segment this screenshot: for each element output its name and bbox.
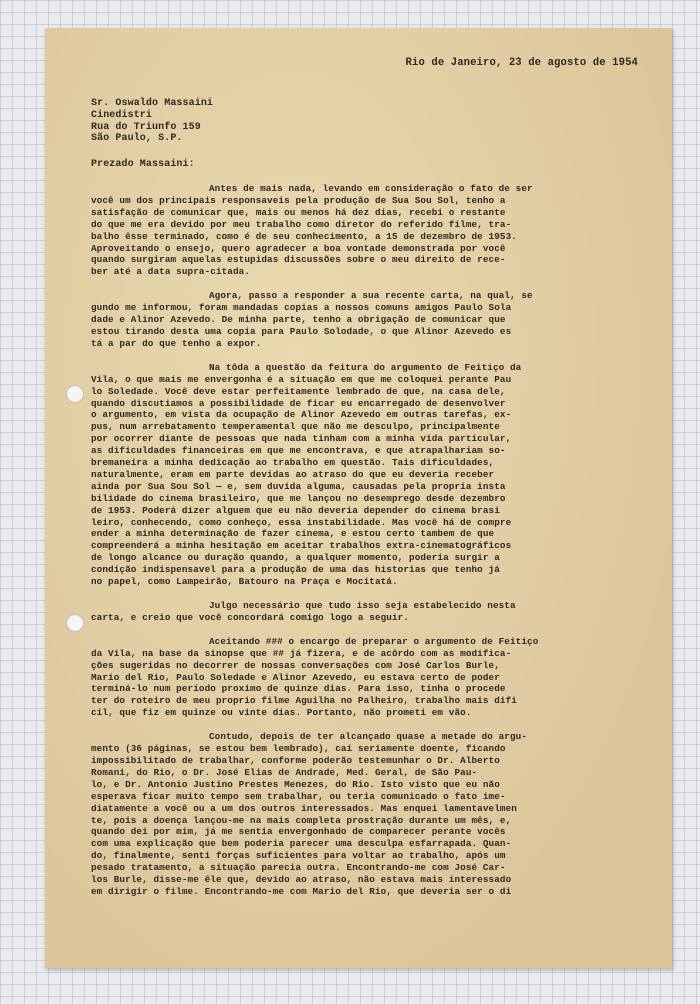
- text-line: Julgo necessário que tudo isso seja estabelecido nesta: [209, 600, 516, 611]
- text-line: leiro, conhecendo, como conheço, essa instabilidade. Mas você há de compre: [91, 516, 512, 528]
- text-line: lo, e Dr. Antonio Justino Prestes Menezes, do Rio. Isto visto que eu não: [91, 778, 500, 790]
- text-line: impossibilitado de trabalhar, conforme poderão testemunhar o Dr. Alberto: [91, 754, 500, 766]
- letter-date: Rio de Janeiro, 23 de agosto de 1954: [405, 57, 638, 69]
- text-line: dade e Alinor Azevedo. De minha parte, tenho a obrigação de comunicar que: [91, 314, 506, 326]
- text-line: estou tirando desta uma copia para Paulo Solodade, o que Alinor Azevedo es: [91, 325, 512, 337]
- text-line: ainda por Sua Sou Sol — e, sem duvida alguma, causadas pela propria insta: [91, 480, 506, 492]
- text-line: Vila, o que mais me envergonha é a situação em que me coloquei perante Pau: [91, 373, 512, 385]
- letter-sheet: [45, 28, 672, 968]
- text-line: o argumento, em vista da ocupação de Alinor Azevedo em outras tarefas, ex-: [91, 409, 512, 421]
- text-line: quando surgiram aquelas estupidas discussões sobre o meu direito de rece-: [91, 254, 506, 266]
- text-line: ender a minha determinação de fazer cinema, e estou certo tambem de que: [91, 528, 495, 540]
- punch-hole: [66, 614, 84, 632]
- text-line: Agora, passo a responder a sua recente carta, na qual, se: [209, 290, 533, 302]
- text-line: de longo alcance ou duração quando, a qualquer momento, poderia surgir a: [91, 552, 500, 564]
- text-line: naturalmente, eram em parte devidas ao atraso do que eu deveria receber: [91, 468, 495, 480]
- text-line: quando discutiamos a possibilidade de ficar eu encarregado de desenvolver: [91, 397, 506, 409]
- text-line: por ocorrer diante de pessoas que nada tinham com a minha vida particular,: [91, 433, 512, 445]
- text-line: com uma explicação que bem poderia parecer uma desculpa esfarrapada. Quan-: [91, 838, 512, 850]
- recipient-block: [91, 98, 640, 145]
- recipient-line: Rua do Triunfo 159: [91, 121, 201, 133]
- text-line: Antes de mais nada, levando em consideração o fato de ser: [209, 183, 533, 194]
- text-line: los Burle, disse-me êle que, devido ao atraso, não estava mais interessado: [91, 874, 512, 886]
- text-line: diatamente a você ou a um dos outros interessados. Mas enquei lamentavelmen: [91, 802, 517, 814]
- paragraph: [91, 183, 640, 278]
- text-line: mento (36 páginas, se estou bem lembrado), caí seriamente doente, ficando: [91, 743, 506, 755]
- text-line: esperava ficar muito tempo sem trabalhar, ou teria comunicado o fato ime-: [91, 790, 506, 802]
- text-line: Na tôda a questão da feitura do argumento de Feitiço da: [209, 361, 522, 373]
- text-line: tá a par do que tenho a expor.: [91, 337, 262, 349]
- text-line: Romani, do Rio, o Dr. José Elias de Andrade, Med. Geral, de São Pau-: [91, 766, 478, 778]
- paragraph: [91, 636, 640, 719]
- text-line: do que me era devido por meu trabalho como diretor do referido filme, tra-: [91, 218, 512, 230]
- greeting: Prezado Massaini:: [91, 159, 195, 171]
- recipient-line: Sr. Oswaldo Massaini: [91, 97, 214, 109]
- paragraph: [91, 731, 640, 898]
- text-line: da Vila, na base da sinopse que ## já fizera, e de acôrdo com as modifica-: [91, 647, 512, 659]
- text-line: bremaneira a minha dedicação ao trabalho em questão. Tais dificuldades,: [91, 457, 495, 469]
- text-line: ter do roteiro de meu proprio filme Aguilha no Palheiro, trabalho mais difi: [91, 695, 517, 707]
- text-line: de 1953. Poderá dizer alguem que eu não deveria depender do cinema brasi: [91, 504, 500, 516]
- text-line: balho êsse terminado, como é de seu conhecimento, a 15 de dezembro de 1953.: [91, 230, 517, 242]
- paragraph: [91, 290, 640, 350]
- text-line: te, pois a doença lançou-me na mais completa prostração durante um mês, e,: [91, 814, 512, 826]
- text-line: ções sugeridas no decorrer de nossas conversações com José Carlos Burle,: [91, 659, 500, 671]
- text-line: pus, num arrebatamento temperamental que não me desculpo, principalmente: [91, 421, 500, 433]
- text-line: Mario del Rio, Paulo Soledade e Alinor Azevedo, eu estava certo de poder: [91, 671, 500, 683]
- text-line: Aproveitando o ensejo, quero agradecer a boa vontade demonstrada por você: [91, 242, 506, 254]
- text-line: pesado tratamento, a situação parecia outra. Encontrando-me com José Car-: [91, 862, 506, 874]
- text-line: em dirigir o filme. Encontrando-me com Mario del Rio, que deveria ser o di: [91, 885, 512, 897]
- text-line: Aceitando ### o encargo de preparar o argumento de Feitiço: [209, 635, 539, 647]
- paragraph: [91, 362, 640, 588]
- text-line: satisfação de comunicar que, mais ou menos há dez dias, recebi o restante: [91, 206, 506, 218]
- text-line: as dificuldades financeiras em que me encontrava, e que atrapalhariam so-: [91, 445, 506, 457]
- text-line: carta, e creio que você concordará comigo logo a seguir.: [91, 611, 410, 623]
- text-line: ber até a data supra-citada.: [91, 266, 251, 278]
- paragraphs: [91, 183, 640, 898]
- text-line: cil, que fiz em quinze ou vinte dias. Portanto, não prometi em vão.: [91, 707, 472, 719]
- letter-body: [91, 58, 640, 898]
- text-line: você um dos principais responsaveis pela produção de Sua Sou Sol, tenho a: [91, 194, 506, 206]
- text-line: lo Soledade. Você deve estar perfeitamente lembrado de que, na casa dele,: [91, 385, 506, 397]
- text-line: terminá-lo num período proximo de quinze dias. Para isso, tinha o procede: [91, 683, 506, 695]
- recipient-line: São Paulo, S.P.: [91, 133, 183, 145]
- text-line: no papel, como Lampeirão, Batouro na Praça e Mocitatá.: [91, 576, 398, 588]
- paragraph: [91, 600, 640, 624]
- text-line: do, finalmente, senti forças suficientes para voltar ao trabalho, após um: [91, 850, 506, 862]
- text-line: bilidade do cinema brasileiro, que me lançou no desemprego desde dezembro: [91, 492, 506, 504]
- recipient-line: Cinedistri: [91, 109, 153, 121]
- text-line: Contudo, depois de ter alcançado quase a metade do argu-: [209, 731, 528, 743]
- text-line: gundo me informou, foram mandadas copias a nossos comuns amigos Paulo Sola: [91, 302, 512, 314]
- text-line: condição indispensavel para a produção de uma das historias que tenho já: [91, 564, 500, 576]
- text-line: compreenderá a minha hesitação em aceitar trabalhos extra-cinematográficos: [91, 540, 512, 552]
- punch-hole: [66, 385, 84, 403]
- text-line: quando dei por mim, já me sentia envergonhado de comparecer perante vocês: [91, 826, 506, 838]
